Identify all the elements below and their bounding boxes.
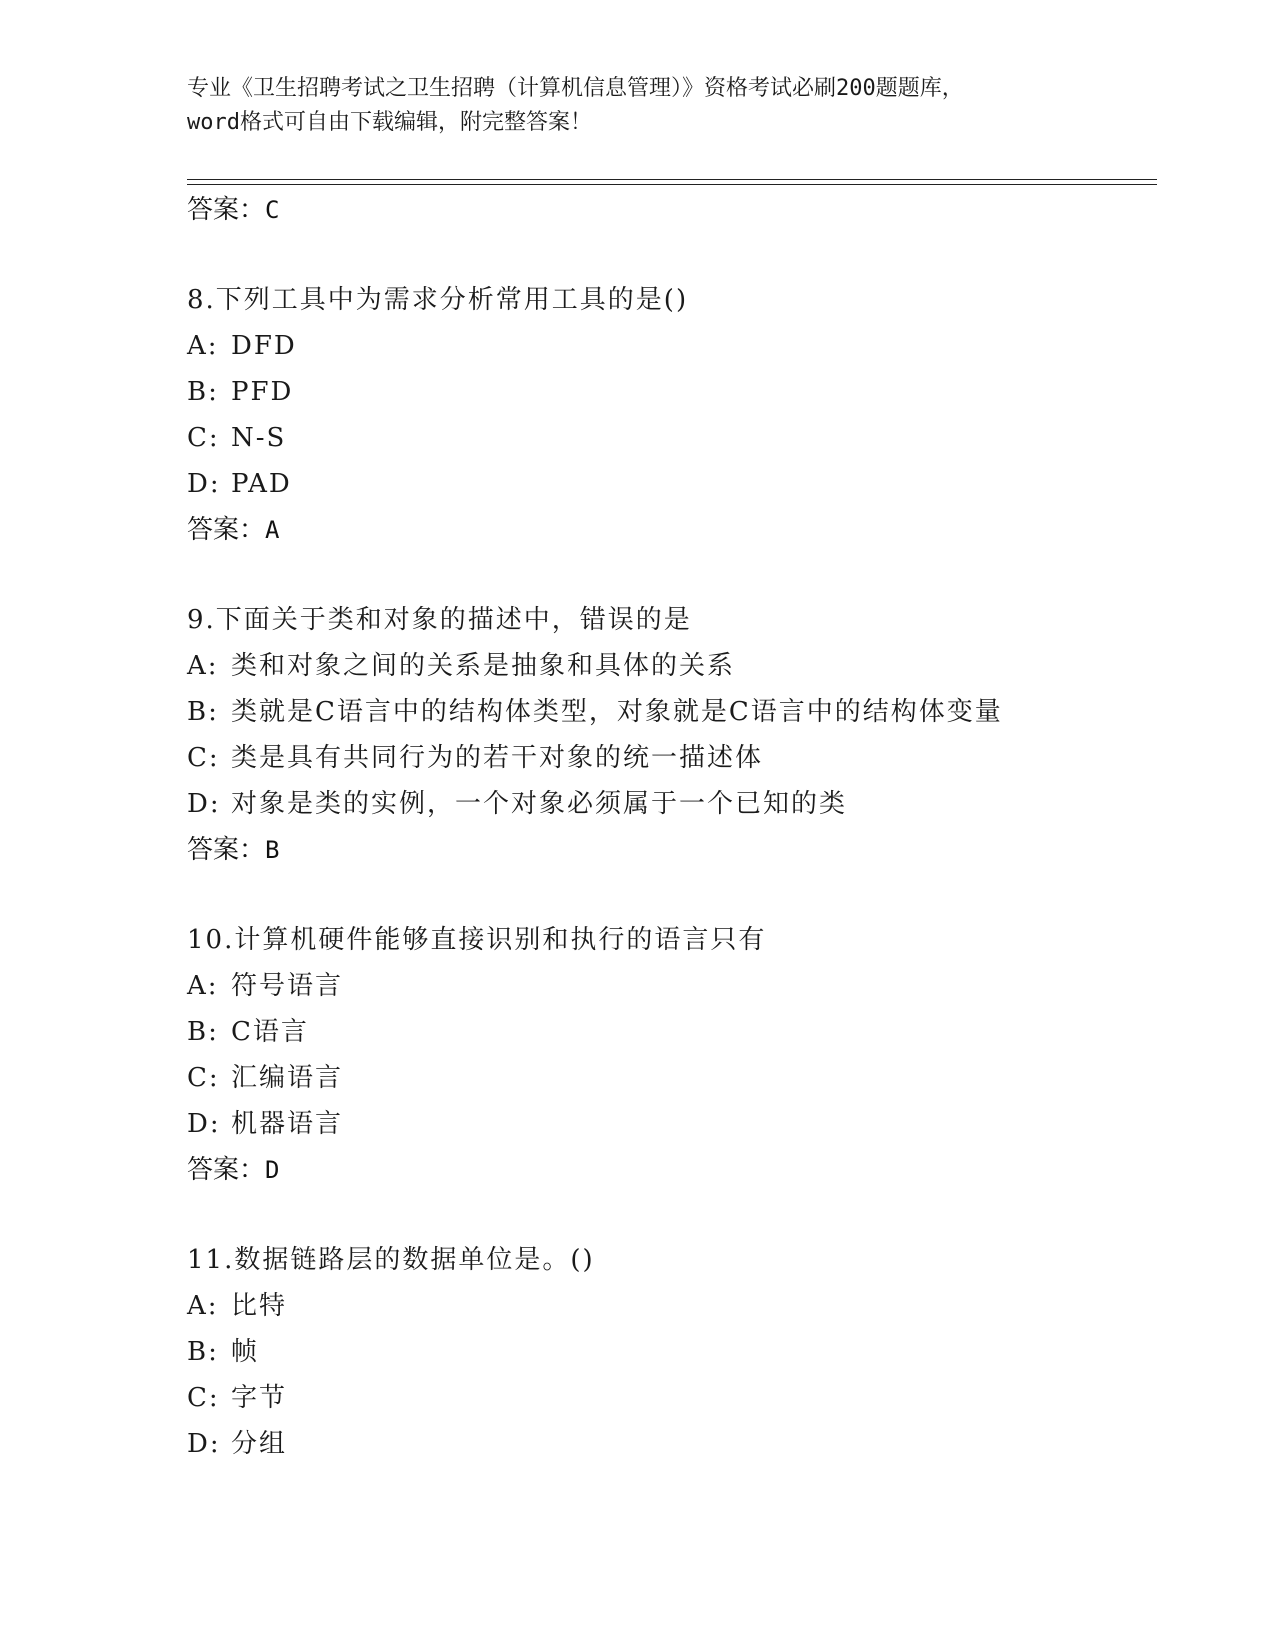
answer-value: D [265,1156,280,1184]
option-c [187,1055,1147,1101]
option-a [187,323,1147,369]
option-key: B: [187,1337,219,1367]
option-text: PAD [231,469,292,499]
option-c [187,735,1147,781]
answer-value: C [265,196,280,224]
question-text: 10.计算机硬件能够直接识别和执行的语言只有 [187,925,767,955]
option-text: 机器语言 [231,1109,344,1139]
option-key: D: [187,1109,221,1139]
option-text: 符号语言 [231,971,344,1001]
option-d [187,1421,1147,1467]
question-text: 11.数据链路层的数据单位是。() [187,1245,595,1275]
answer-value: A [265,516,280,544]
option-b [187,369,1147,415]
question-block [187,597,1147,873]
option-key: A: [187,971,219,1001]
option-text: 类就是C语言中的结构体类型，对象就是C语言中的结构体变量 [231,697,1003,727]
option-a [187,643,1147,689]
option-b [187,1009,1147,1055]
option-key: C: [187,1063,220,1093]
option-key: D: [187,469,221,499]
answer-label: 答案： [187,515,266,545]
answer-label: 答案： [187,835,266,865]
option-key: D: [187,789,221,819]
option-key: C: [187,743,220,773]
question-list [187,187,1147,1467]
answer-line [187,1147,1147,1193]
header-divider-bottom [187,184,1157,185]
option-d [187,781,1147,827]
question-text: 8.下列工具中为需求分析常用工具的是() [187,285,689,315]
option-key: B: [187,697,219,727]
answer-line [187,187,1147,233]
answer-label: 答案： [187,195,266,225]
option-text: C语言 [231,1017,309,1047]
option-c [187,415,1147,461]
option-key: C: [187,423,220,453]
option-text: 类是具有共同行为的若干对象的统一描述体 [231,743,764,773]
option-text: 汇编语言 [231,1063,344,1093]
option-key: C: [187,1383,220,1413]
option-d [187,1101,1147,1147]
option-a [187,963,1147,1009]
option-text: 对象是类的实例，一个对象必须属于一个已知的类 [231,789,848,819]
answer-value: B [265,836,280,864]
option-key: D: [187,1429,221,1459]
option-a [187,1283,1147,1329]
option-text: 比特 [231,1291,288,1321]
option-c [187,1375,1147,1421]
option-d [187,461,1147,507]
question-text: 9.下面关于类和对象的描述中，错误的是 [187,605,692,635]
document-header [187,72,1087,140]
option-key: A: [187,651,219,681]
question-block [187,917,1147,1193]
header-divider-top [187,179,1157,180]
option-key: A: [187,1291,219,1321]
option-text: N-S [231,423,287,453]
header-line-2: word格式可自由下载编辑，附完整答案！ [187,110,592,135]
question-block [187,277,1147,553]
answer-line [187,507,1147,553]
option-key: B: [187,1017,219,1047]
option-text: 帧 [231,1337,260,1367]
question-block [187,1237,1147,1467]
answer-line [187,827,1147,873]
option-key: B: [187,377,219,407]
answer-label: 答案： [187,1155,266,1185]
option-b [187,689,1147,735]
header-line-1: 专业《卫生招聘考试之卫生招聘（计算机信息管理）》资格考试必刷200题题库， [187,76,964,101]
option-text: 字节 [231,1383,288,1413]
option-text: 分组 [231,1429,288,1459]
option-text: 类和对象之间的关系是抽象和具体的关系 [231,651,736,681]
option-key: A: [187,331,219,361]
option-b [187,1329,1147,1375]
option-text: PFD [231,377,294,407]
option-text: DFD [231,331,297,361]
